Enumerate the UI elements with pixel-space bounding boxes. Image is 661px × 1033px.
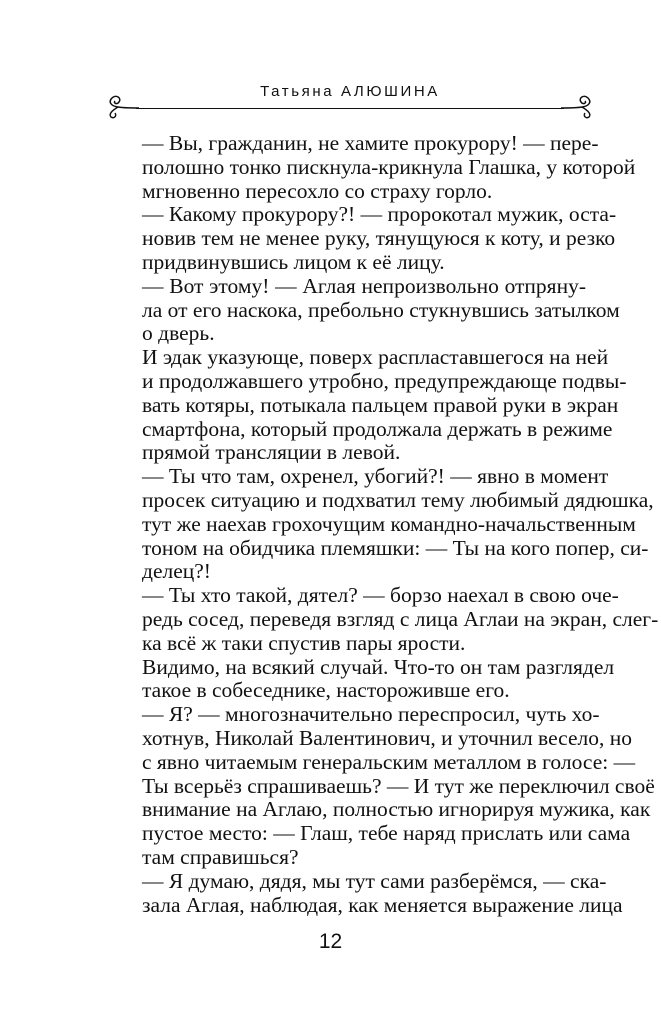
paragraph	[108, 868, 623, 918]
paragraph	[108, 702, 655, 870]
text-line: с явно читаемым генеральским металлом в голосе: —	[142, 749, 636, 774]
header-rule	[136, 108, 564, 109]
text-line: новив тем не менее руку, тянущуюся к коту, и резко	[142, 226, 616, 251]
body-text	[108, 131, 659, 917]
text-line: пустое место: — Глаш, тебе наряд прислать или сама	[142, 821, 631, 846]
text-line: — Я? — многозначительно переспросил, чуть хо-	[142, 702, 600, 727]
text-line: прямой трансляции в левой.	[142, 440, 401, 465]
paragraph	[108, 583, 659, 655]
text-line: полошно тонко пискнула-крикнула Глашка, у которой	[142, 154, 636, 179]
text-line: — Вот этому! — Аглая непроизвольно отпряну-	[142, 273, 586, 298]
text-line: внимание на Аглаю, полностью игнорируя мужика, как	[142, 797, 651, 822]
header-author: Татьяна АЛЮШИНА	[260, 83, 440, 100]
text-line: о дверь.	[142, 321, 215, 346]
text-line: просек ситуацию и подхватил тему любимый дядюшка,	[142, 487, 654, 512]
text-line: там справишься?	[142, 844, 299, 869]
text-line: вать котяры, потыкала пальцем правой руки в экран	[142, 392, 619, 417]
text-line: — Ты хто такой, дятел? — борзо наехал в свою оче-	[142, 583, 619, 608]
text-line: и продолжавшего утробно, предупреждающе подвы-	[142, 368, 627, 393]
text-line: тоном на обидчика племяшки: — Ты на кого попер, си-	[142, 535, 649, 560]
running-header	[112, 84, 588, 120]
text-line: — Какому прокурору?! — пророкотал мужик, оста-	[142, 202, 617, 227]
text-line: Видимо, на всякий случай. Что-то он там разглядел	[142, 654, 615, 679]
flourish-right-icon	[558, 92, 596, 120]
text-line: смартфона, который продолжала держать в режиме	[142, 416, 613, 441]
text-line: тут же наехав грохочущим командно-начальственным	[142, 511, 636, 536]
paragraph	[108, 464, 654, 584]
text-line: — Я думаю, дядя, мы тут сами разберёмся, — ска-	[142, 868, 607, 893]
paragraph	[108, 345, 627, 465]
text-line: ка всё ж таки спустив пары ярости.	[142, 630, 466, 655]
paragraph	[108, 654, 615, 704]
paragraph	[108, 131, 636, 203]
text-line: делец?!	[142, 559, 211, 584]
text-line: зала Аглая, наблюдая, как меняется выражение лица	[142, 892, 623, 917]
text-line: редь сосед, переведя взгляд с лица Аглаи на экран, слег-	[142, 606, 659, 631]
text-line: И эдак указующе, поверх распластавшегося на ней	[142, 345, 609, 370]
paragraph	[108, 273, 620, 346]
text-line: такое в собеседнике, настороживше его.	[142, 678, 510, 703]
text-line: — Ты что там, охренел, убогий?! — явно в момент	[142, 464, 609, 489]
page-number: 12	[318, 930, 343, 953]
text-line: ла от его наскока, пребольно стукнувшись затылком	[142, 297, 620, 322]
text-line: — Вы, гражданин, не хамите прокурору! — пере-	[142, 131, 599, 155]
paragraph	[108, 202, 617, 274]
text-line: Ты всерьёз спрашиваешь? — И тут же переключил своё	[142, 773, 655, 798]
text-line: мгновенно пересохло со страху горло.	[142, 178, 493, 203]
text-line: хотнув, Николай Валентинович, и уточнил весело, но	[142, 725, 632, 750]
text-line: придвинувшись лицом к её лицу.	[142, 249, 445, 274]
